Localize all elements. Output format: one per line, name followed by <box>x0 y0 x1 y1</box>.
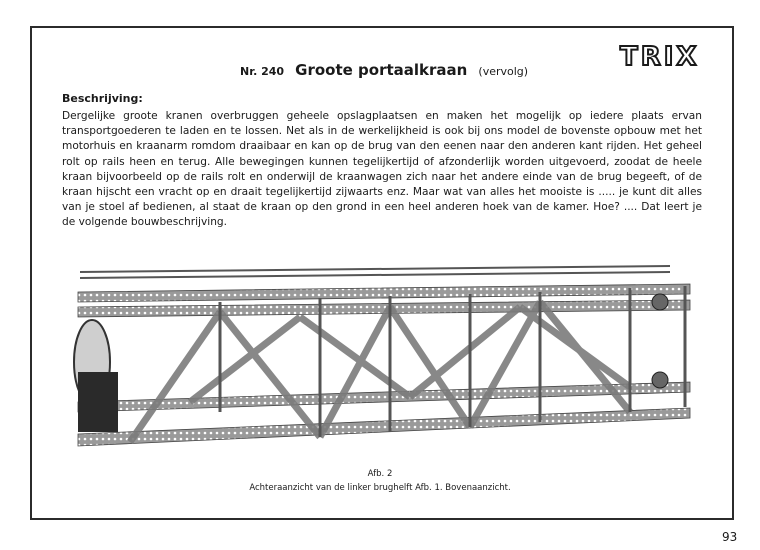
page-heading <box>240 60 528 79</box>
page-number: 93 <box>722 530 738 544</box>
crane-bridge-photo <box>70 262 695 462</box>
figure-caption: Achteraanzicht van de linker brughelft Afb. 1. Bovenaanzicht. <box>249 483 511 493</box>
page-subtitle: (vervolg) <box>478 65 529 78</box>
section-label: Beschrijving: <box>62 92 143 105</box>
page-title: Groote portaalkraan <box>295 61 468 79</box>
model-number: Nr. 240 <box>240 65 285 78</box>
description-paragraph: Dergelijke groote kranen overbruggen geheele opslagplaatsen en maken het mogelijk op iedere plaats ervan transportgoederen te laden en te lossen. Net als in de werkelijkheid is ook bij ons model de bovenste opbouw met het motorhuis en kraanarm romdom draaibaar en kan op de brug van den eenen naar den anderen kant rijden. Het geheel rolt op rails heen en terug. Alle bewegingen kunnen tegelijkertijd of afzonderlijk worden uitgevoerd, zoodat de heele kraan bijvoorbeeld op de rails rolt en onderwijl de kraanwagen zich naar het andere einde van de brug begeeft, of de kraan hijscht een vracht op en draait tegelijkertijd zijwaarts enz. Maar wat van alles het mooiste is ..... je kunt dit alles van je stoel af bedienen, al staat de kraan op den grond in een heel anderen hoek van de kamer. Hoe? .... Dat leert je de volgende bouwbeschrijving. <box>62 110 702 229</box>
figure-number: Afb. 2 <box>367 469 393 479</box>
trix-logo: TRIX <box>620 42 700 72</box>
